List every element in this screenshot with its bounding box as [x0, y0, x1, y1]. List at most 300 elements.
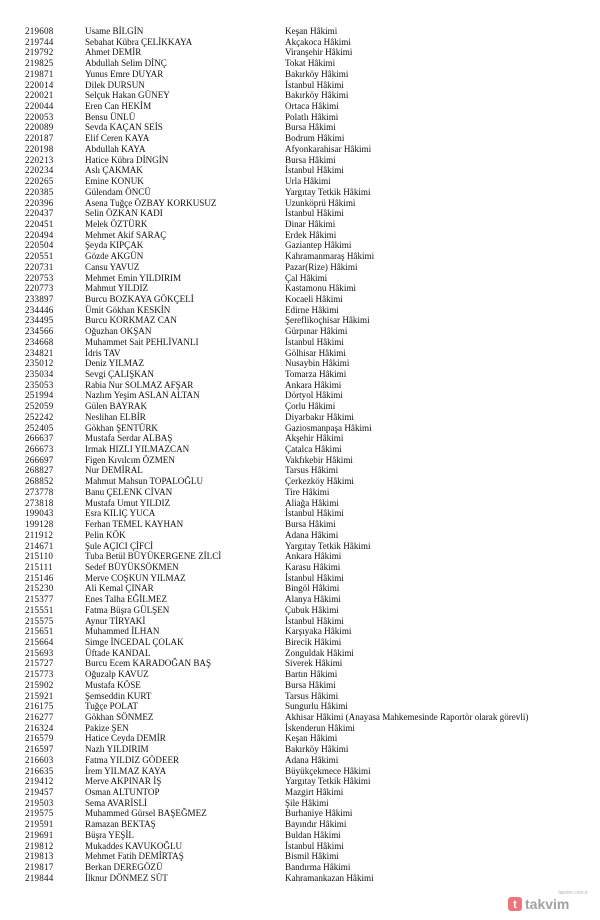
- person-name: Sema AVARİSLİ: [85, 797, 148, 808]
- person-name: Aslı ÇAKMAK: [85, 165, 143, 176]
- watermark-brand: takvim: [525, 896, 570, 912]
- list-row: [0, 262, 600, 273]
- person-name: Ümit Gökhan KESKİN: [85, 304, 171, 315]
- list-row: [0, 219, 600, 230]
- list-row: [0, 841, 600, 852]
- person-name: Muhammed Gürsel BAŞEĞMEZ: [85, 808, 207, 819]
- list-row: [0, 873, 600, 884]
- person-name: Gökhan ŞENTÜRK: [85, 422, 158, 433]
- record-id: 220385: [25, 186, 54, 197]
- record-id: 219817: [25, 862, 54, 873]
- record-id: 235034: [25, 369, 54, 379]
- person-name: Nur DEMİRAL: [85, 465, 143, 476]
- record-id: 219813: [25, 851, 54, 862]
- record-id: 215902: [25, 679, 54, 690]
- list-row: [0, 112, 600, 123]
- list-row: [0, 830, 600, 841]
- record-id: 216635: [25, 765, 54, 776]
- person-name: Mustafa KÖSE: [85, 679, 141, 690]
- list-row: [0, 315, 600, 326]
- assigned-post: Büyükçekmece Hâkimi: [285, 765, 371, 776]
- record-id: 219412: [25, 776, 54, 787]
- assigned-post: Zonguldak Hâkimi: [285, 647, 354, 658]
- assigned-post: Gölhisar Hâkimi: [285, 347, 346, 358]
- record-id: 220773: [25, 283, 54, 294]
- record-id: 220451: [25, 218, 54, 229]
- assigned-post: Bodrum Hâkimi: [285, 133, 345, 144]
- list-row: [0, 433, 600, 444]
- list-row: [0, 155, 600, 166]
- list-row: [0, 90, 600, 101]
- list-row: [0, 198, 600, 209]
- record-id: 220551: [25, 251, 54, 262]
- person-name: Gözde AKGÜN: [85, 251, 144, 262]
- record-id: 215377: [25, 594, 54, 605]
- record-id: 220213: [25, 154, 54, 165]
- person-name: Nazlı YILDIRIM: [85, 744, 149, 755]
- record-id: 216603: [25, 754, 54, 765]
- assigned-post: Afyonkarahisar Hâkimi: [285, 143, 372, 154]
- record-id: 220437: [25, 208, 54, 219]
- person-name: Gökhan SÖNMEZ: [85, 712, 154, 722]
- assigned-post: Edirne Hâkimi: [285, 304, 339, 315]
- record-id: 220198: [25, 143, 54, 154]
- record-id: 215693: [25, 647, 54, 658]
- list-row: [0, 187, 600, 198]
- record-id: 215111: [25, 561, 53, 572]
- list-row: [0, 101, 600, 112]
- person-name: Merve AKPINAR İŞ: [85, 776, 162, 787]
- person-name: Hatice Kübra DİNGİN: [85, 154, 169, 165]
- list-row: [0, 401, 600, 412]
- record-id: 220504: [25, 240, 54, 251]
- assigned-post: İstanbul Hâkimi: [285, 572, 344, 583]
- assigned-post: Bursa Hâkimi: [285, 679, 336, 690]
- list-row: [0, 230, 600, 241]
- person-name: Figen Kıvılcım ÖZMEN: [85, 454, 175, 465]
- record-id: 219792: [25, 47, 54, 58]
- assigned-post: Tarsus Hâkimi: [285, 690, 339, 701]
- person-name: Tuğçe POLAT: [85, 701, 138, 712]
- list-row: [0, 819, 600, 830]
- record-id: 234446: [25, 304, 54, 315]
- record-id: 215773: [25, 669, 54, 680]
- person-name: Enes Talha EĞİLMEZ: [85, 594, 168, 605]
- list-row: [0, 851, 600, 862]
- list-row: [0, 69, 600, 80]
- record-id: 220731: [25, 261, 54, 272]
- assigned-post: Yargıtay Tetkik Hâkimi: [285, 186, 371, 197]
- list-row: [0, 508, 600, 519]
- person-name: Eren Can HEKİM: [85, 101, 152, 112]
- assigned-post: Yargıtay Tetkik Hâkimi: [285, 540, 371, 551]
- person-name: Mustafa Umut YILDIZ: [85, 497, 171, 508]
- person-name: Pakize ŞEN: [85, 722, 129, 733]
- list-row: [0, 787, 600, 798]
- person-name: Selin ÖZKAN KADI: [85, 208, 163, 219]
- record-id: 234668: [25, 336, 54, 347]
- assigned-post: Tokat Hâkimi: [285, 58, 336, 69]
- assigned-post: Keşan Hâkimi: [285, 733, 338, 744]
- person-name: Nazlım Yeşim ASLAN ALTAN: [85, 390, 200, 401]
- assigned-post: Çatalca Hâkimi: [285, 444, 342, 455]
- list-row: [0, 680, 600, 691]
- record-id: 266697: [25, 454, 54, 465]
- assigned-post: Aliağa Hâkimi: [285, 497, 339, 508]
- assigned-post: Bursa Hâkimi: [285, 154, 336, 165]
- list-row: [0, 465, 600, 476]
- assigned-post: Sungurlu Hâkimi: [285, 701, 348, 712]
- assigned-post: İstanbul Hâkimi: [285, 79, 344, 90]
- record-id: 219744: [25, 36, 54, 47]
- assigned-post: Erdek Hâkimi: [285, 229, 337, 240]
- list-row: [0, 165, 600, 176]
- person-name: Ali Kemal ÇINAR: [85, 583, 154, 594]
- person-name: Mehmet Emin YILDIRIM: [85, 272, 182, 283]
- assigned-post: Çal Hâkimi: [285, 272, 328, 283]
- assigned-post: Akşehir Hâkimi: [285, 433, 344, 444]
- person-name: Mehmet Akif SARAÇ: [85, 229, 167, 240]
- list-row: [0, 712, 600, 723]
- assigned-post: Çerkezköy Hâkimi: [285, 476, 354, 487]
- person-name: Ahmet DEMİR: [85, 47, 142, 58]
- record-id: 215110: [25, 551, 54, 562]
- assigned-post: Akhisar Hâkimi (Anayasa Mahkemesinde Raportör olarak görevli): [285, 712, 529, 722]
- assigned-post: Karşıyaka Hâkimi: [285, 626, 352, 637]
- list-row: [0, 658, 600, 669]
- record-id: 216175: [25, 701, 54, 712]
- person-name: Deniz YILMAZ: [85, 358, 145, 369]
- assigned-post: Dinar Hâkimi: [285, 218, 336, 229]
- person-name: Dilek DURSUN: [85, 79, 145, 90]
- person-name: İlknur DÖNMEZ SÜT: [85, 872, 168, 883]
- person-name: Hatice Ceyda DEMİR: [85, 733, 166, 744]
- record-id: 199128: [25, 519, 54, 530]
- person-name: Mahmut Mahsun TOPALOĞLU: [85, 476, 204, 487]
- list-row: [0, 294, 600, 305]
- assigned-post: Bayındır Hâkimi: [285, 819, 347, 830]
- record-id: 273818: [25, 497, 54, 508]
- list-row: [0, 337, 600, 348]
- assigned-post: Adana Hâkimi: [285, 529, 339, 540]
- assigned-post: Tomarza Hâkimi: [285, 369, 347, 379]
- record-id: 216597: [25, 744, 54, 755]
- assigned-post: Bakırköy Hâkimi: [285, 90, 349, 101]
- person-name: Şule AÇICI ÇİFCİ: [85, 540, 154, 551]
- person-name: Mustafa Serdar ALBAŞ: [85, 433, 173, 444]
- record-id: 273778: [25, 486, 54, 497]
- record-id: 219844: [25, 872, 54, 883]
- record-id: 234821: [25, 347, 54, 358]
- list-row: [0, 637, 600, 648]
- list-row: [0, 616, 600, 627]
- person-name: Usame BİLGİN: [85, 26, 144, 36]
- list-row: [0, 862, 600, 873]
- assigned-post: Akçakoca Hâkimi: [285, 36, 351, 47]
- list-row: [0, 798, 600, 809]
- person-name: Mehmet Fatih DEMİRTAŞ: [85, 851, 184, 862]
- record-id: 211912: [25, 529, 54, 540]
- person-name: Burcu Ecem KARADOĞAN BAŞ: [85, 658, 212, 669]
- assigned-post: Bartın Hâkimi: [285, 669, 338, 680]
- record-id: 220265: [25, 176, 54, 187]
- person-name: Muhammet Sait PEHLİVANLI: [85, 336, 199, 347]
- record-id: 219575: [25, 808, 54, 819]
- record-id: 251994: [25, 390, 54, 401]
- person-name: Ramazan BEKTAŞ: [85, 819, 156, 830]
- person-name: Burcu BOZKAYA GÖKÇELİ: [85, 293, 194, 304]
- list-row: [0, 390, 600, 401]
- assigned-post: Tarsus Hâkimi: [285, 465, 339, 476]
- assigned-post: Kahramankazan Hâkimi: [285, 872, 374, 883]
- record-id: 220396: [25, 197, 54, 208]
- record-id: 220753: [25, 272, 54, 283]
- list-row: [0, 251, 600, 262]
- list-row: [0, 594, 600, 605]
- record-id: 252059: [25, 401, 54, 412]
- person-name: Abdullah Selim DİNÇ: [85, 58, 167, 69]
- takvim-logo-icon: [508, 894, 594, 914]
- person-name: Banu ÇELENK CİVAN: [85, 486, 173, 497]
- assigned-post: Bismil Hâkimi: [285, 851, 339, 862]
- person-name: Şeyda KIPÇAK: [85, 240, 144, 251]
- record-id: 215230: [25, 583, 54, 594]
- person-name: Esra KILIÇ YUCA: [85, 508, 156, 519]
- assigned-post: Keşan Hâkimi: [285, 26, 338, 36]
- watermark-url: takvim.com.tr: [558, 890, 588, 896]
- person-name: Sedef BÜYÜKSÖKMEN: [85, 561, 179, 572]
- record-id: 220089: [25, 122, 54, 133]
- person-name: Asena Tuğçe ÖZBAY KORKUSUZ: [85, 197, 217, 208]
- assigned-post: Şereflikoçhisar Hâkimi: [285, 315, 370, 326]
- assigned-post: İstanbul Hâkimi: [285, 508, 344, 519]
- assigned-post: Diyarbakır Hâkimi: [285, 411, 354, 422]
- record-id: 219871: [25, 68, 54, 79]
- record-id: 219691: [25, 829, 54, 840]
- assigned-post: Gaziosmanpaşa Hâkimi: [285, 422, 372, 433]
- list-row: [0, 208, 600, 219]
- person-name: Elif Ceren KAYA: [85, 133, 150, 144]
- list-row: [0, 551, 600, 562]
- assigned-post: Mazgirt Hâkimi: [285, 787, 344, 798]
- list-row: [0, 744, 600, 755]
- person-name: Gülen BAYRAK: [85, 401, 148, 412]
- list-row: [0, 144, 600, 155]
- list-row: [0, 358, 600, 369]
- person-name: Berkan DEREGÖZÜ: [85, 862, 163, 873]
- assigned-post: Birecik Hâkimi: [285, 636, 342, 647]
- list-row: [0, 58, 600, 69]
- assigned-post: Viranşehir Hâkimi: [285, 47, 353, 58]
- assigned-post: Urla Hâkimi: [285, 176, 331, 187]
- assigned-post: Karasu Hâkimi: [285, 561, 341, 572]
- person-name: Selçuk Hakan GÜNEY: [85, 90, 170, 101]
- record-id: 199043: [25, 508, 54, 519]
- list-row: [0, 723, 600, 734]
- record-id: 235012: [25, 358, 54, 369]
- person-name: Neslihan ELBİR: [85, 411, 146, 422]
- record-id: 268827: [25, 465, 54, 476]
- person-name: Pelin KÖK: [85, 529, 126, 540]
- record-id: 220494: [25, 229, 54, 240]
- person-name: Fatma YILDIZ GÖDEER: [85, 754, 180, 765]
- list-row: [0, 733, 600, 744]
- person-name: Muhammed İLHAN: [85, 626, 160, 637]
- person-name: Osman ALTUNTOP: [85, 787, 160, 798]
- person-name: Gülendam ÖNCÜ: [85, 186, 151, 197]
- list-row: [0, 80, 600, 91]
- record-id: 220187: [25, 133, 54, 144]
- person-name: Emine KONUK: [85, 176, 144, 187]
- record-id: 215921: [25, 690, 54, 701]
- list-row: [0, 380, 600, 391]
- assigned-post: Alanya Hâkimi: [285, 594, 341, 605]
- record-id: 215575: [25, 615, 54, 626]
- list-row: [0, 37, 600, 48]
- assigned-post: Bursa Hâkimi: [285, 519, 336, 530]
- list-row: [0, 573, 600, 584]
- assigned-post: Nusaybin Hâkimi: [285, 358, 350, 369]
- record-id: 215651: [25, 626, 54, 637]
- record-id: 220053: [25, 111, 54, 122]
- assigned-post: Çorlu Hâkimi: [285, 401, 336, 412]
- assigned-post: İstanbul Hâkimi: [285, 840, 344, 851]
- list-row: [0, 648, 600, 659]
- person-name: Bensu ÜNLÜ: [85, 111, 136, 122]
- record-id: 219591: [25, 819, 54, 830]
- assigned-post: Pazar(Rize) Hâkimi: [285, 261, 358, 272]
- person-name: İdris TAV: [85, 347, 121, 358]
- list-row: [0, 423, 600, 434]
- list-row: [0, 583, 600, 594]
- person-name: Sebahat Kübra ÇELİKKAYA: [85, 36, 193, 47]
- person-name: Oğuzalp KAVUZ: [85, 669, 149, 680]
- record-id: 266637: [25, 433, 54, 444]
- appointment-list: [0, 26, 600, 884]
- assigned-post: Bakırköy Hâkimi: [285, 68, 349, 79]
- person-name: Cansu YAVUZ: [85, 261, 140, 272]
- person-name: Sevda KAÇAN SEİS: [85, 122, 163, 133]
- person-name: Tuba Betül BÜYÜKERGENE ZİLCİ: [85, 551, 222, 562]
- assigned-post: Bakırköy Hâkimi: [285, 744, 349, 755]
- list-row: [0, 326, 600, 337]
- person-name: Sevgi ÇALIŞKAN: [85, 369, 154, 379]
- record-id: 219503: [25, 797, 54, 808]
- list-row: [0, 176, 600, 187]
- list-row: [0, 412, 600, 423]
- list-row: [0, 487, 600, 498]
- assigned-post: Siverek Hâkimi: [285, 658, 343, 669]
- list-row: [0, 766, 600, 777]
- assigned-post: Dörtyol Hâkimi: [285, 390, 343, 401]
- record-id: 234495: [25, 315, 54, 326]
- person-name: Burcu KORKMAZ CAN: [85, 315, 177, 326]
- record-id: 219608: [25, 26, 54, 36]
- assigned-post: İstanbul Hâkimi: [285, 615, 344, 626]
- list-row: [0, 541, 600, 552]
- list-row: [0, 122, 600, 133]
- list-row: [0, 498, 600, 509]
- assigned-post: Gaziantep Hâkimi: [285, 240, 352, 251]
- list-row: [0, 476, 600, 487]
- assigned-post: İskenderun Hâkimi: [285, 722, 355, 733]
- person-name: Şemseddin KURT: [85, 690, 152, 701]
- record-id: 219812: [25, 840, 54, 851]
- assigned-post: Adana Hâkimi: [285, 754, 339, 765]
- assigned-post: Yargıtay Tetkik Hâkimi: [285, 776, 371, 787]
- person-name: Aynur TİRYAKİ: [85, 615, 146, 626]
- record-id: 266673: [25, 444, 54, 455]
- assigned-post: Uzunköprü Hâkimi: [285, 197, 356, 208]
- person-name: Abdullah KAYA: [85, 143, 146, 154]
- person-name: Fatma Büşra GÜLŞEN: [85, 604, 170, 615]
- list-row: [0, 562, 600, 573]
- record-id: 235053: [25, 379, 54, 390]
- person-name: Mahmut YILDIZ: [85, 283, 149, 294]
- record-id: 220014: [25, 79, 54, 90]
- person-name: Merve COŞKUN YILMAZ: [85, 572, 186, 583]
- list-row: [0, 669, 600, 680]
- assigned-post: Kastamonu Hâkimi: [285, 283, 356, 294]
- takvim-watermark: [494, 892, 594, 916]
- list-row: [0, 455, 600, 466]
- record-id: 268852: [25, 476, 54, 487]
- assigned-post: Çubuk Hâkimi: [285, 604, 339, 615]
- person-name: Melek ÖZTÜRK: [85, 218, 148, 229]
- svg-text:t: t: [513, 899, 517, 911]
- assigned-post: Kahramanmaraş Hâkimi: [285, 251, 375, 262]
- record-id: 215664: [25, 636, 54, 647]
- person-name: İrem YILMAZ KAYA: [85, 765, 167, 776]
- assigned-post: Ortaca Hâkimi: [285, 101, 339, 112]
- list-row: [0, 273, 600, 284]
- record-id: 220234: [25, 165, 54, 176]
- record-id: 234566: [25, 326, 54, 337]
- record-id: 220021: [25, 90, 54, 101]
- assigned-post: Ankara Hâkimi: [285, 551, 342, 562]
- person-name: Simge İNCEDAL ÇOLAK: [85, 636, 184, 647]
- assigned-post: İstanbul Hâkimi: [285, 336, 344, 347]
- person-name: Ferhan TEMEL KAYHAN: [85, 519, 184, 530]
- assigned-post: Bingöl Hâkimi: [285, 583, 340, 594]
- assigned-post: İstanbul Hâkimi: [285, 165, 344, 176]
- person-name: Rabia Nur SOLMAZ AFŞAR: [85, 379, 194, 390]
- list-row: [0, 47, 600, 58]
- list-row: [0, 808, 600, 819]
- list-row: [0, 444, 600, 455]
- record-id: 252242: [25, 411, 54, 422]
- list-row: [0, 305, 600, 316]
- assigned-post: Gürpınar Hâkimi: [285, 326, 348, 337]
- list-row: [0, 240, 600, 251]
- record-id: 252405: [25, 422, 54, 433]
- list-row: [0, 26, 600, 37]
- assigned-post: İstanbul Hâkimi: [285, 208, 344, 219]
- list-row: [0, 133, 600, 144]
- list-row: [0, 626, 600, 637]
- list-row: [0, 755, 600, 766]
- list-row: [0, 283, 600, 294]
- record-id: 216324: [25, 722, 54, 733]
- record-id: 219457: [25, 787, 54, 798]
- record-id: 214671: [25, 540, 54, 551]
- list-row: [0, 519, 600, 530]
- list-row: [0, 348, 600, 359]
- record-id: 215551: [25, 604, 54, 615]
- assigned-post: Buldan Hâkimi: [285, 829, 341, 840]
- assigned-post: Kocaeli Hâkimi: [285, 293, 343, 304]
- assigned-post: Tire Hâkimi: [285, 486, 330, 497]
